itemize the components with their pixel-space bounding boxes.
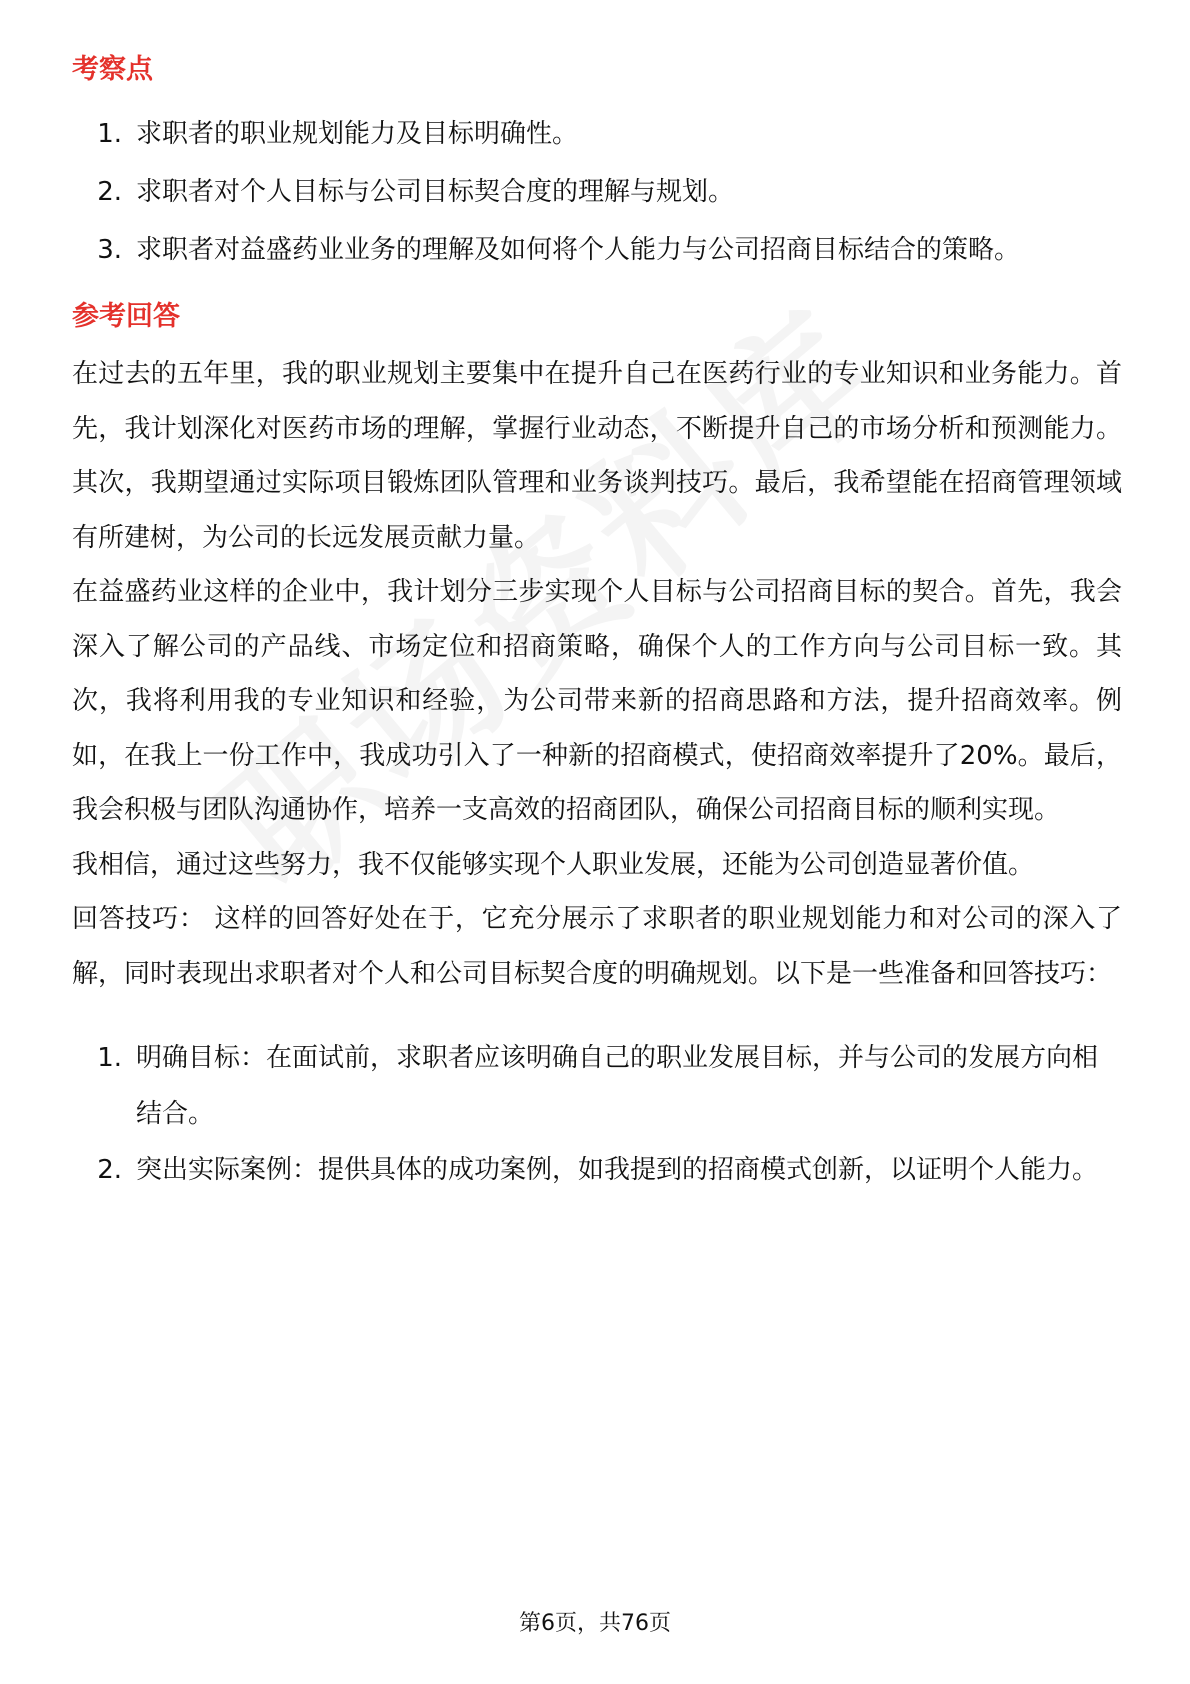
list-item [72, 105, 1122, 163]
tips-list [72, 1030, 1122, 1198]
list-text: 求职者的职业规划能力及目标明确性。 [136, 119, 579, 149]
list-text: 求职者对个人目标与公司目标契合度的理解与规划。 [136, 177, 735, 207]
reference-answer-heading: 参考回答 [72, 301, 180, 332]
list-number: 1. [97, 119, 122, 149]
page-footer: 第6页，共76页 [519, 1611, 671, 1636]
list-text: 突出实际案例：提供具体的成功案例，如我提到的招商模式创新，以证明个人能力。 [136, 1155, 1099, 1185]
list-text: 明确目标：在面试前，求职者应该明确自己的职业发展目标，并与公司的发展方向相结合。 [136, 1043, 1099, 1129]
answer-paragraph: 在过去的五年里，我的职业规划主要集中在提升自己在医药行业的专业知识和业务能力。首先，我计划深化对医药市场的理解，掌握行业动态，不断提升自己的市场分析和预测能力。其次，我期望通过实际项目锻炼团队管理和业务谈判技巧。最后，我希望能在招商管理领域有所建树，为公司的长远发展贡献力量。 [72, 359, 1122, 553]
page-content [72, 40, 1122, 1198]
list-item [72, 163, 1122, 221]
list-item [72, 1030, 1122, 1142]
list-number: 2. [97, 177, 122, 207]
list-number: 3. [97, 235, 122, 265]
answer-paragraph: 在益盛药业这样的企业中，我计划分三步实现个人目标与公司招商目标的契合。首先，我会深入了解公司的产品线、市场定位和招商策略，确保个人的工作方向与公司目标一致。其次，我将利用我的专业知识和经验，为公司带来新的招商思路和方法，提升招商效率。例如，在我上一份工作中，我成功引入了一种新的招商模式，使招商效率提升了20%。最后，我会积极与团队沟通协作，培养一支高效的招商团队，确保公司招商目标的顺利实现。 [72, 577, 1122, 825]
answer-tips-paragraph: 回答技巧： 这样的回答好处在于，它充分展示了求职者的职业规划能力和对公司的深入了解，同时表现出求职者对个人和公司目标契合度的明确规划。以下是一些准备和回答技巧： [72, 904, 1122, 989]
exam-points-list [72, 105, 1122, 279]
list-text: 求职者对益盛药业业务的理解及如何将个人能力与公司招商目标结合的策略。 [136, 235, 1021, 265]
exam-points-heading: 考察点 [72, 54, 153, 85]
list-number: 2. [97, 1155, 122, 1185]
list-item [72, 221, 1122, 279]
list-number: 1. [97, 1043, 122, 1073]
answer-paragraph: 我相信，通过这些努力，我不仅能够实现个人职业发展，还能为公司创造显著价值。 [72, 849, 1035, 880]
list-item [72, 1142, 1122, 1198]
